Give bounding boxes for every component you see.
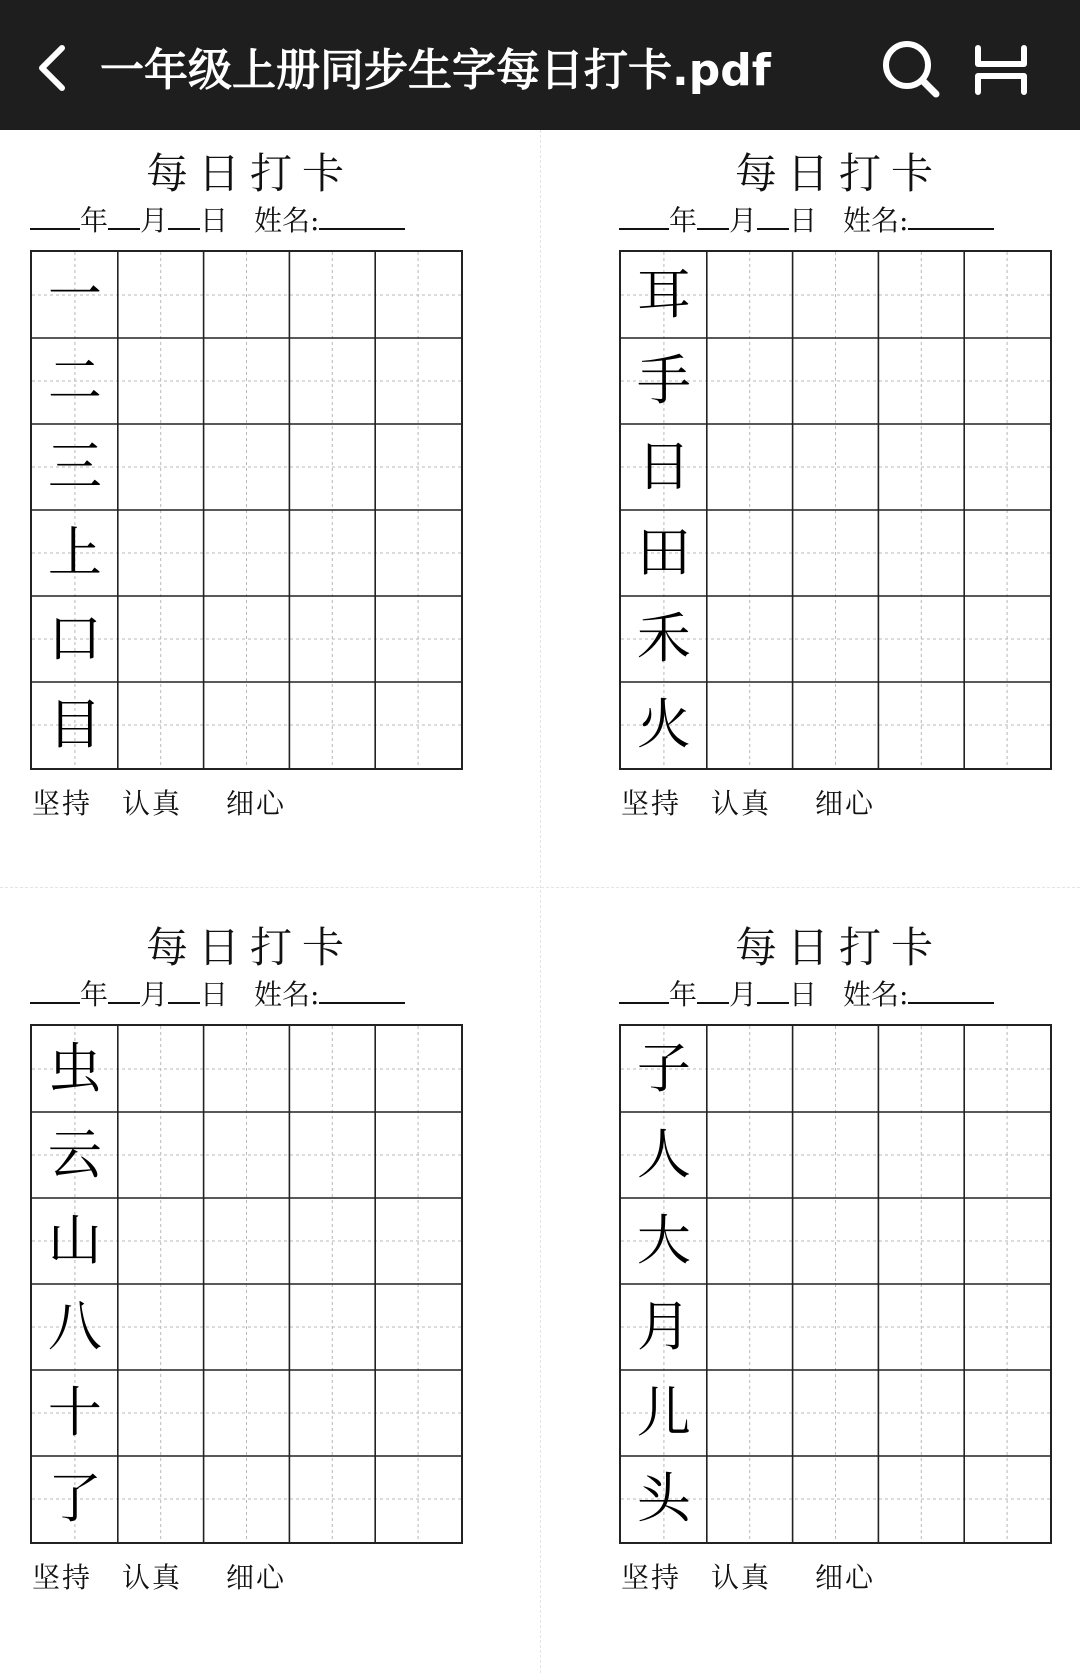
model-character: 日: [636, 435, 691, 498]
name-blank: [908, 974, 994, 1004]
model-character: 手: [636, 349, 691, 412]
footer-word: 认真: [122, 1561, 183, 1594]
day-blank: [757, 200, 789, 230]
card-footer: [621, 1558, 1041, 1598]
grid-row: [32, 682, 118, 768]
grid-row: [32, 424, 118, 510]
search-icon: [880, 38, 942, 100]
grid-row: [32, 1284, 118, 1370]
search-button[interactable]: [880, 38, 942, 100]
grid-row: [621, 596, 707, 682]
grid-row: [621, 338, 707, 424]
footer-word: 细心: [226, 1561, 287, 1594]
card-title: 每日打卡: [734, 149, 943, 198]
model-character: 田: [636, 521, 691, 584]
year-blank: [619, 974, 669, 1004]
footer-word: 坚持: [621, 1561, 682, 1594]
day-label: 日: [789, 978, 818, 1011]
footer-word: 认真: [711, 1561, 772, 1594]
day-label: 日: [200, 978, 229, 1011]
footer-word: 细心: [815, 787, 876, 820]
page-divider: [540, 130, 541, 1673]
grid-row: [32, 1198, 118, 1284]
year-blank: [30, 974, 80, 1004]
card-footer: [621, 784, 1041, 824]
page-divider: [0, 887, 1080, 888]
model-character: 子: [636, 1037, 691, 1100]
month-label: 月: [140, 204, 169, 237]
day-label: 日: [789, 204, 818, 237]
footer-word: 坚持: [32, 1561, 93, 1594]
model-character: 大: [636, 1209, 691, 1272]
model-character: 三: [47, 435, 102, 498]
day-blank: [168, 974, 200, 1004]
footer-word: 坚持: [621, 787, 682, 820]
model-character: 头: [636, 1467, 691, 1530]
checkin-card: [619, 910, 1059, 1594]
model-character: 八: [47, 1295, 102, 1358]
checkin-card: [30, 910, 470, 1594]
practice-grid: [619, 250, 1052, 770]
document-title: 一年级上册同步生字每日打卡.pdf: [100, 45, 771, 96]
month-blank: [697, 200, 729, 230]
grid-row: [621, 510, 707, 596]
month-label: 月: [140, 978, 169, 1011]
month-blank: [108, 974, 140, 1004]
model-character: 虫: [47, 1037, 102, 1100]
footer-word: 认真: [711, 787, 772, 820]
pdf-page-view[interactable]: [0, 130, 1080, 1673]
grid-row: [32, 510, 118, 596]
model-character: 火: [636, 693, 691, 756]
model-character: 云: [47, 1123, 102, 1186]
model-character: 口: [47, 607, 102, 670]
grid-row: [621, 1112, 707, 1198]
name-label: 姓名:: [254, 204, 320, 237]
checkin-card: [30, 136, 470, 820]
model-character: 月: [636, 1295, 691, 1358]
card-title: 每日打卡: [734, 923, 943, 972]
footer-word: 细心: [226, 787, 287, 820]
model-character: 人: [636, 1123, 691, 1186]
year-blank: [30, 200, 80, 230]
back-button[interactable]: [30, 38, 74, 98]
grid-row: [621, 1026, 707, 1112]
model-character: 十: [47, 1381, 102, 1444]
model-character: 一: [47, 263, 102, 326]
grid-row: [621, 682, 707, 768]
card-footer: [32, 784, 452, 824]
grid-row: [621, 1456, 707, 1542]
model-character: 目: [47, 693, 102, 756]
day-blank: [757, 974, 789, 1004]
card-title: 每日打卡: [145, 149, 354, 198]
card-title: 每日打卡: [145, 923, 354, 972]
footer-word: 坚持: [32, 787, 93, 820]
practice-grid: [619, 1024, 1052, 1544]
year-label: 年: [80, 204, 109, 237]
chevron-left-icon: [30, 38, 74, 98]
menu-button[interactable]: [972, 42, 1030, 98]
grid-row: [32, 596, 118, 682]
month-blank: [108, 200, 140, 230]
grid-row: [621, 424, 707, 510]
year-label: 年: [80, 978, 109, 1011]
grid-row: [621, 1198, 707, 1284]
year-label: 年: [669, 978, 698, 1011]
model-character: 上: [47, 521, 102, 584]
day-label: 日: [200, 204, 229, 237]
footer-word: 认真: [122, 787, 183, 820]
grid-row: [32, 338, 118, 424]
practice-grid: [30, 250, 463, 770]
model-character: 二: [47, 349, 102, 412]
name-blank: [908, 200, 994, 230]
grid-row: [32, 1370, 118, 1456]
month-label: 月: [729, 978, 758, 1011]
model-character: 禾: [636, 607, 691, 670]
footer-word: 细心: [815, 1561, 876, 1594]
checkin-card: [619, 136, 1059, 820]
model-character: 了: [47, 1467, 102, 1530]
grid-row: [621, 1370, 707, 1456]
grid-row: [621, 252, 707, 338]
month-blank: [697, 974, 729, 1004]
practice-grid: [30, 1024, 463, 1544]
menu-icon: [972, 42, 1030, 98]
grid-row: [32, 1112, 118, 1198]
name-label: 姓名:: [843, 204, 909, 237]
name-label: 姓名:: [843, 978, 909, 1011]
model-character: 耳: [636, 263, 691, 326]
name-label: 姓名:: [254, 978, 320, 1011]
date-name-line: [30, 200, 450, 240]
date-name-line: [619, 200, 1039, 240]
year-blank: [619, 200, 669, 230]
grid-row: [32, 1026, 118, 1112]
date-name-line: [30, 974, 450, 1014]
month-label: 月: [729, 204, 758, 237]
grid-row: [32, 252, 118, 338]
model-character: 儿: [636, 1381, 691, 1444]
grid-row: [32, 1456, 118, 1542]
model-character: 山: [47, 1209, 102, 1272]
date-name-line: [619, 974, 1039, 1014]
name-blank: [319, 200, 405, 230]
grid-row: [621, 1284, 707, 1370]
top-bar: [0, 0, 1080, 130]
day-blank: [168, 200, 200, 230]
card-footer: [32, 1558, 452, 1598]
name-blank: [319, 974, 405, 1004]
year-label: 年: [669, 204, 698, 237]
